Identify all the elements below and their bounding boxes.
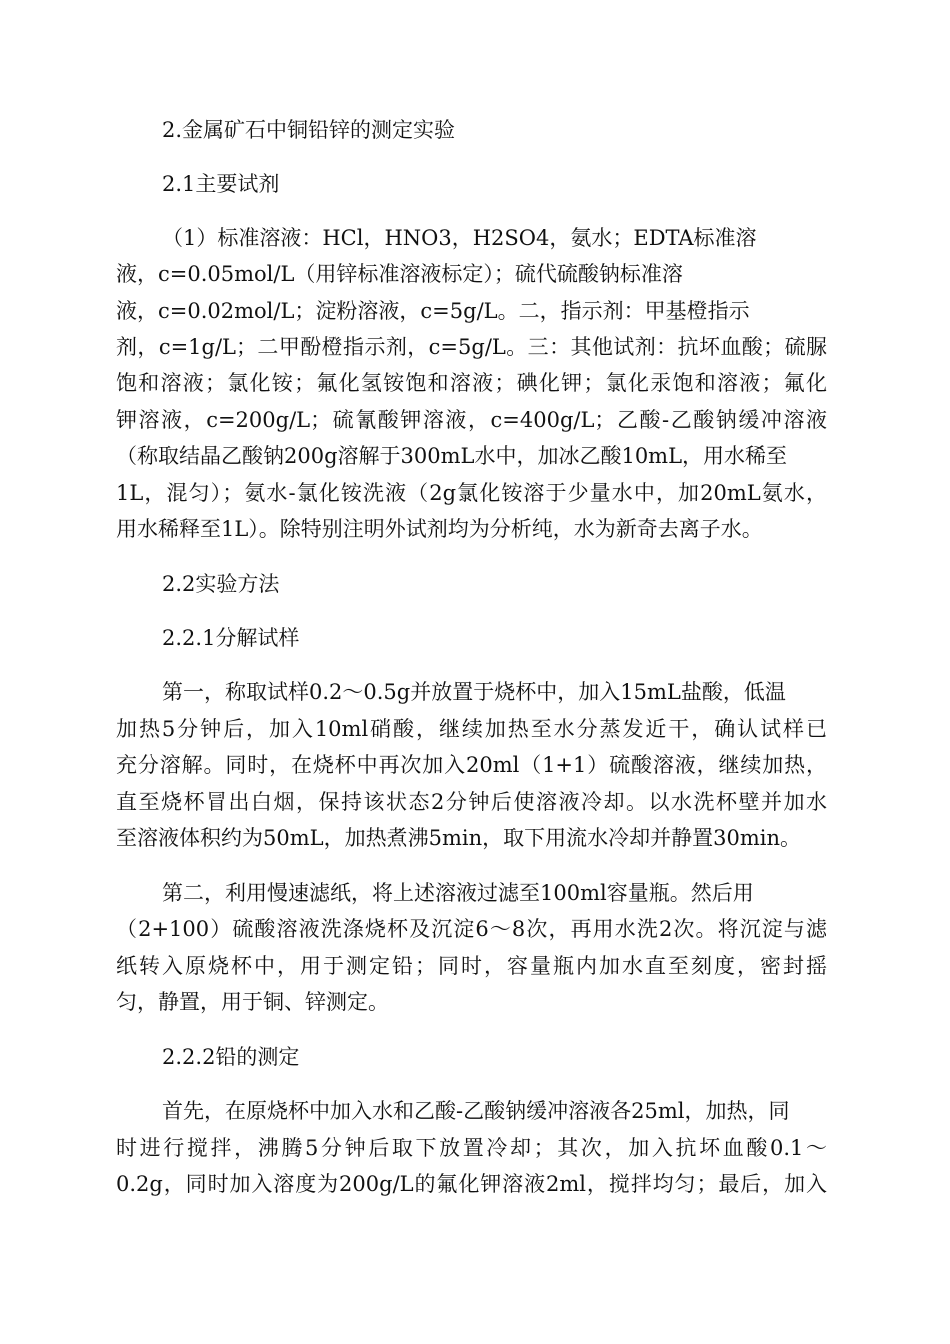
text-line: 匀，静置，用于铜、锌测定。 bbox=[116, 990, 389, 1014]
text-line: 剂，c=1g/L；二甲酚橙指示剂，c=5g/L。三：其他试剂：抗坏血酸；硫脲 bbox=[116, 335, 827, 359]
text-line: 至溶液体积约为50mL，加热煮沸5min，取下用流水冷却并静置30min。 bbox=[116, 826, 801, 850]
text-line: 0.2g，同时加入溶度为200g/L的氟化钾溶液2ml，搅拌均匀；最后，加入 bbox=[116, 1172, 827, 1196]
text-line: 充分溶解。同时，在烧杯中再次加入20ml（1+1）硫酸溶液，继续加热， bbox=[116, 753, 827, 777]
text-line: 饱和溶液；氯化铵；氟化氢铵饱和溶液；碘化钾；氯化汞饱和溶液；氟化 bbox=[116, 371, 827, 395]
section-heading-2-2-2: 2.2.2铅的测定 bbox=[162, 1045, 300, 1069]
text-line: 加热5分钟后，加入10ml硝酸，继续加热至水分蒸发近干，确认试样已 bbox=[116, 717, 827, 741]
text-line: （1）标准溶液：HCl，HNO3，H2SO4，氨水；EDTA标准溶 bbox=[162, 226, 757, 250]
section-heading-2-2-1: 2.2.1分解试样 bbox=[162, 626, 300, 650]
text-line: 纸转入原烧杯中，用于测定铅；同时，容量瓶内加水直至刻度，密封摇 bbox=[116, 954, 827, 978]
text-line: 液，c=0.05mol/L（用锌标准溶液标定）；硫代硫酸钠标准溶 bbox=[116, 262, 683, 286]
text-line: （称取结晶乙酸钠200g溶解于300mL水中，加冰乙酸10mL，用水稀至 bbox=[116, 444, 788, 468]
section-heading-2-2: 2.2实验方法 bbox=[162, 572, 280, 596]
text-line: 1L，混匀）；氨水-氯化铵洗液（2g氯化铵溶于少量水中，加20mL氨水， bbox=[116, 481, 827, 505]
text-line: 第一，称取试样0.2～0.5g并放置于烧杯中，加入15mL盐酸，低温 bbox=[162, 680, 786, 704]
text-line: 直至烧杯冒出白烟，保持该状态2分钟后使溶液冷却。以水洗杯壁并加水 bbox=[116, 790, 827, 814]
text-line: 液，c=0.02mol/L；淀粉溶液，c=5g/L。二，指示剂：甲基橙指示 bbox=[116, 299, 750, 323]
section-heading-2: 2.金属矿石中铜铅锌的测定实验 bbox=[162, 118, 456, 142]
text-line: 首先，在原烧杯中加入水和乙酸-乙酸钠缓冲溶液各25ml，加热，同 bbox=[162, 1099, 790, 1123]
text-line: 第二，利用慢速滤纸，将上述溶液过滤至100ml容量瓶。然后用 bbox=[162, 881, 754, 905]
text-line: （2+100）硫酸溶液洗涤烧杯及沉淀6～8次，再用水洗2次。将沉淀与滤 bbox=[116, 917, 827, 941]
section-heading-2-1: 2.1主要试剂 bbox=[162, 172, 280, 196]
text-line: 时进行搅拌，沸腾5分钟后取下放置冷却；其次，加入抗坏血酸0.1～ bbox=[116, 1136, 827, 1160]
text-line: 钾溶液，c=200g/L；硫氰酸钾溶液，c=400g/L；乙酸-乙酸钠缓冲溶液 bbox=[116, 408, 827, 432]
text-line: 用水稀释至1L）。除特别注明外试剂均为分析纯，水为新奇去离子水。 bbox=[116, 517, 763, 541]
